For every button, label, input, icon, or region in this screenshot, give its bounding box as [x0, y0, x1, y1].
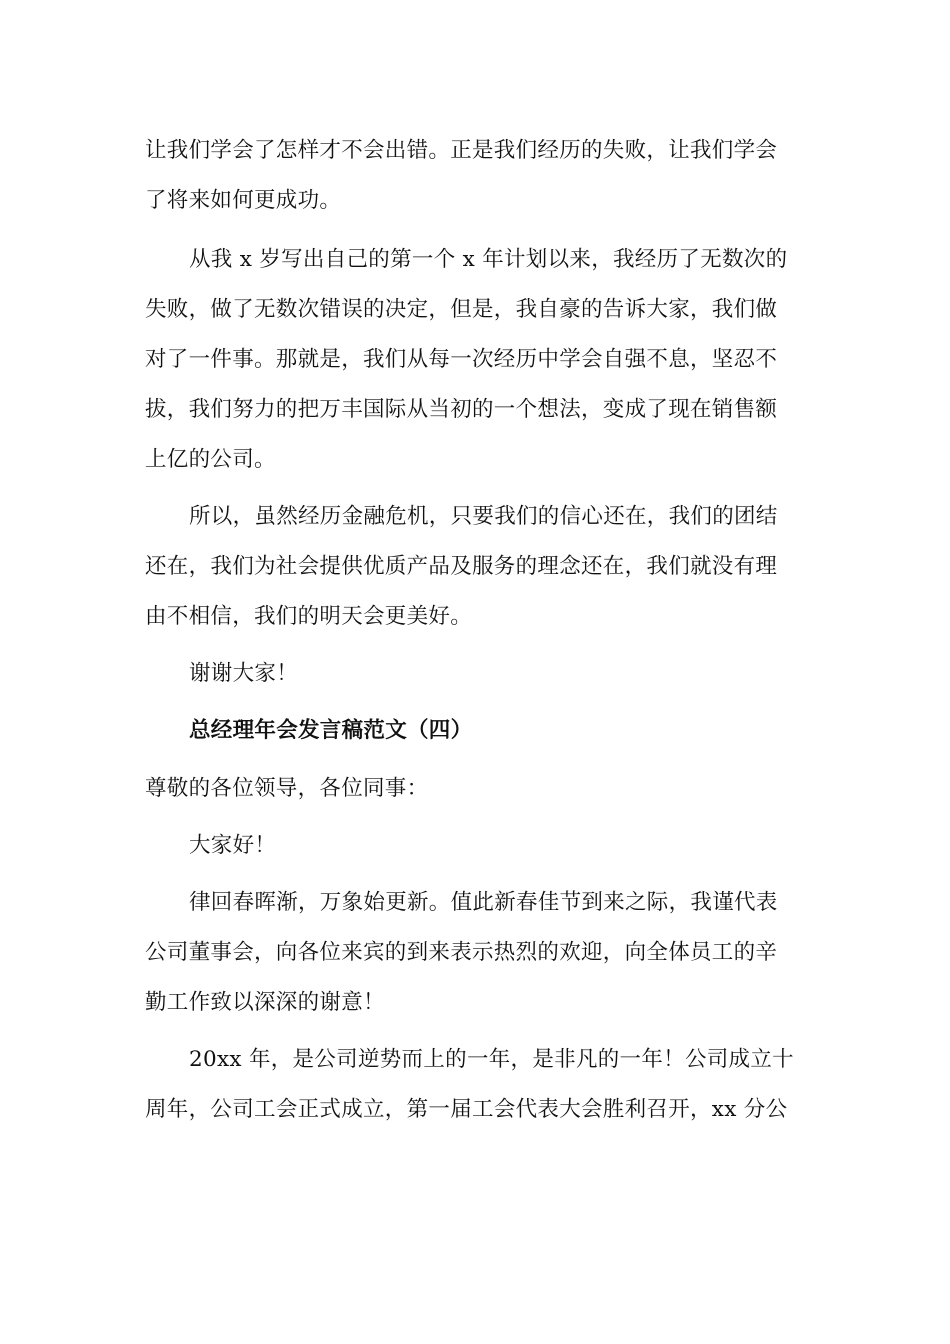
- greeting: 大家好！: [189, 833, 277, 858]
- body-text-line: 失败，做了无数次错误的决定，但是，我自豪的告诉大家，我们做: [145, 297, 778, 322]
- body-text-line: 上亿的公司。: [145, 447, 276, 472]
- body-text-line: 让我们学会了怎样才不会出错。正是我们经历的失败，让我们学会: [145, 138, 778, 163]
- section-heading: 总经理年会发言稿范文（四）: [189, 718, 473, 743]
- body-text-line: 还在，我们为社会提供优质产品及服务的理念还在，我们就没有理: [145, 554, 778, 579]
- body-text-line: 了将来如何更成功。: [145, 188, 342, 213]
- body-text-line: 拔，我们努力的把万丰国际从当初的一个想法，变成了现在销售额: [145, 397, 778, 422]
- paragraph-first-line: 所以，虽然经历金融危机，只要我们的信心还在，我们的团结: [189, 504, 778, 529]
- paragraph-first-line: 20xx 年，是公司逆势而上的一年，是非凡的一年！公司成立十: [189, 1047, 794, 1072]
- body-text-line: 勤工作致以深深的谢意！: [145, 990, 385, 1015]
- paragraph-first-line: 律回春晖渐，万象始更新。值此新春佳节到来之际，我谨代表: [189, 890, 778, 915]
- body-text-line: 周年，公司工会正式成立，第一届工会代表大会胜利召开，xx 分公: [145, 1097, 788, 1122]
- paragraph-first-line: 从我 x 岁写出自己的第一个 x 年计划以来，我经历了无数次的: [189, 247, 788, 272]
- body-text-line: 公司董事会，向各位来宾的到来表示热烈的欢迎，向全体员工的辛: [145, 940, 778, 965]
- closing-line: 谢谢大家！: [189, 661, 299, 686]
- body-text-line: 由不相信，我们的明天会更美好。: [145, 604, 473, 629]
- body-text-line: 对了一件事。那就是，我们从每一次经历中学会自强不息，坚忍不: [145, 347, 778, 372]
- salutation: 尊敬的各位领导，各位同事：: [145, 776, 429, 801]
